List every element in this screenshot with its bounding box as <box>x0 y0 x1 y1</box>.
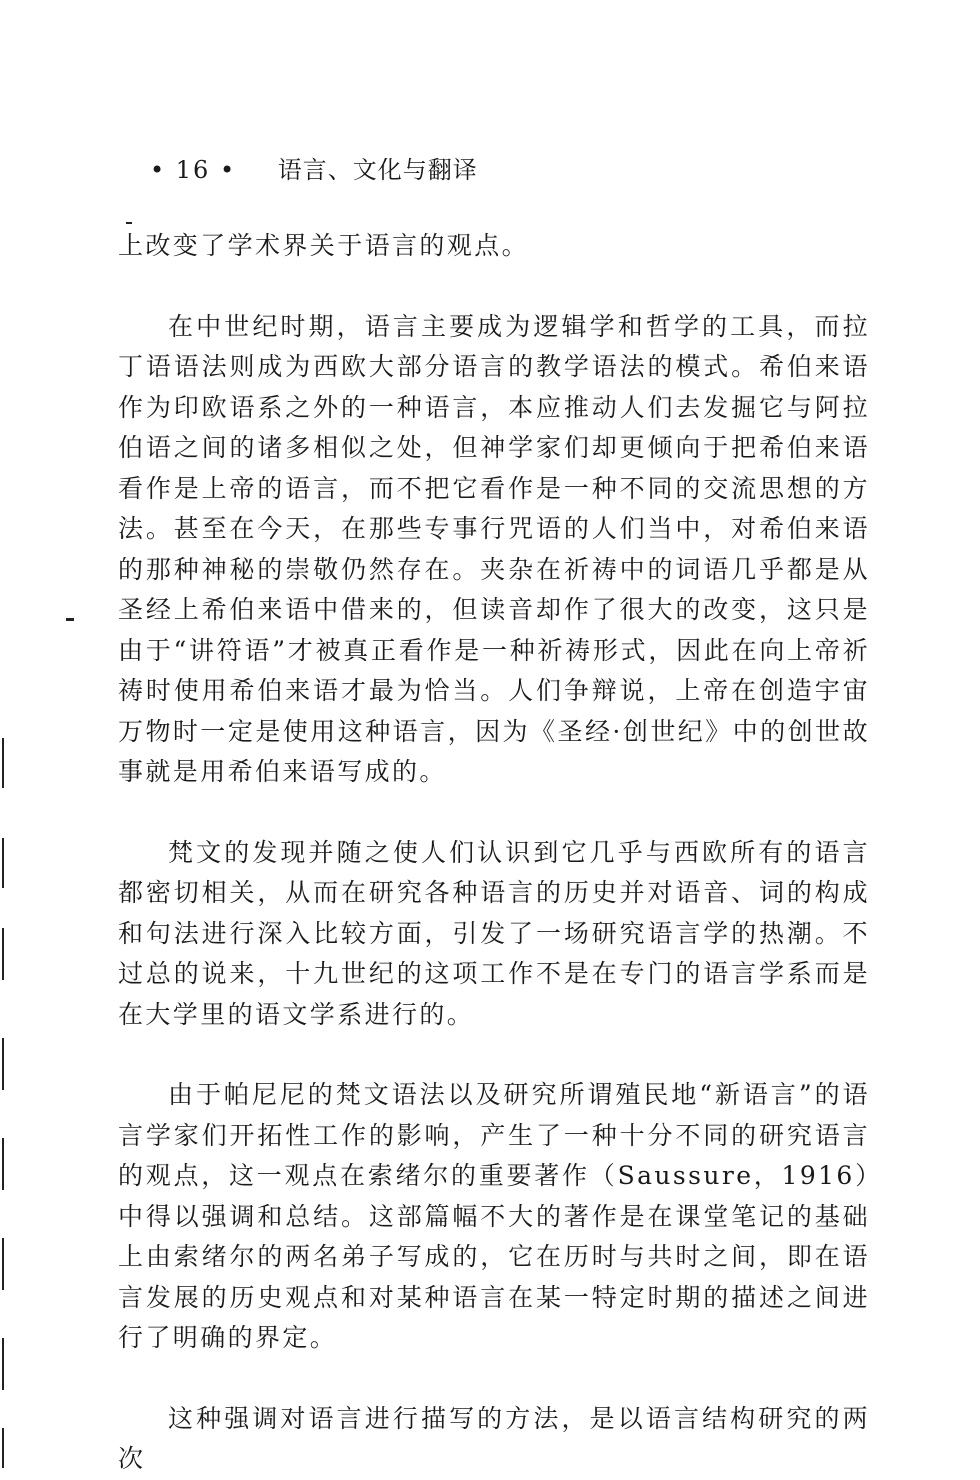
scan-mark-left <box>66 618 74 621</box>
page-number: • 16 • <box>150 156 237 184</box>
paragraph-medieval: 在中世纪时期，语言主要成为逻辑学和哲学的工具，而拉丁语语法则成为西欧大部分语言的教学语法的模式。希伯来语作为印欧语系之外的一种语言，本应推动人们去发掘它与阿拉伯语之间的诸多相似之处，但神学家们却更倾向于把希伯来语看作是上帝的语言，而不把它看作是一种不同的交流思想的方法。甚至在今天，在那些专事行咒语的人们当中，对希伯来语的那种神秘的崇敬仍然存在。夹杂在祈祷中的词语几乎都是从圣经上希伯来语中借来的，但读音却作了很大的改变，这只是由于“讲符语”才被真正看作是一种祈祷形式，因此在向上帝祈祷时使用希伯来语才最为恰当。人们争辩说，上帝在创造宇宙万物时一定是使用这种语言，因为《圣经·创世纪》中的创世故事就是用希伯来语写成的。 <box>118 311 870 786</box>
paragraph-saussure: 由于帕尼尼的梵文语法以及研究所谓殖民地“新语言”的语言学家们开拓性工作的影响，产生了一种十分不同的研究语言的观点，这一观点在索绪尔的重要著作（Saussure，1916）中得以强调和总结。这部篇幅不大的著作是在课堂笔记的基础上由索绪尔的两名弟子写成的，它在历时与共时之间，即在语言发展的历史观点和对某种语言在某一特定时期的描述之间进行了明确的界定。 <box>118 1080 870 1352</box>
scan-edge-line <box>2 1238 4 1290</box>
paragraph-continuation: 上改变了学术界关于语言的观点。 <box>118 231 530 260</box>
scan-edge-line <box>2 1138 4 1190</box>
scan-edge-line <box>2 1038 4 1090</box>
scan-mark-top <box>126 222 132 224</box>
scan-edge-line <box>2 928 4 980</box>
paragraph-structure: 这种强调对语言进行描写的方法，是以语言结构研究的两次 <box>118 1403 870 1473</box>
scan-edge-line <box>2 838 4 888</box>
scan-edge-line <box>2 738 4 788</box>
running-header <box>150 150 478 185</box>
paragraph-sanskrit: 梵文的发现并随之使人们认识到它几乎与西欧所有的语言都密切相关，从而在研究各种语言的历史并对语音、词的构成和句法进行深入比较方面，引发了一场研究语言学的热潮。不过总的说来，十九世纪的这项工作不是在专门的语言学系而是在大学里的语文学系进行的。 <box>118 837 870 1029</box>
body-text <box>118 226 870 1480</box>
book-title: 语言、文化与翻译 <box>277 156 478 184</box>
scan-edge-line <box>2 1338 4 1390</box>
scan-edge-line <box>2 1428 4 1468</box>
